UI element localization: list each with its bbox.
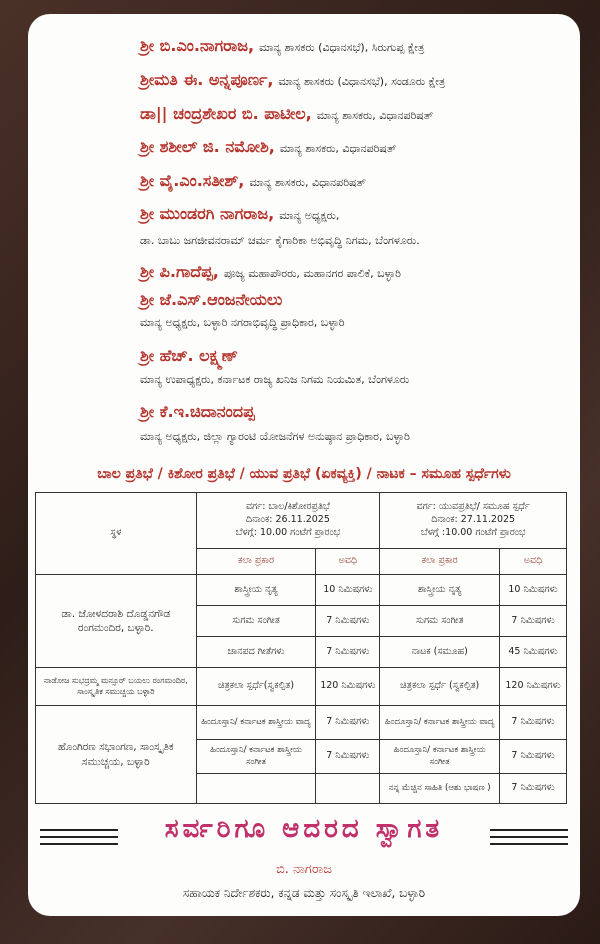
guest-name: ಶ್ರೀಮತಿ ಈ. ಅನ್ನಪೂರ್ಣ, xyxy=(140,70,274,89)
art-form-cell: ಹಿಂದೂಸ್ತಾನಿ/ ಕರ್ನಾಟಕ ಶಾಸ್ತ್ರೀಯ ವಾದ್ಯ xyxy=(196,706,316,740)
guest-line xyxy=(140,171,366,191)
guest-line xyxy=(140,402,255,422)
duration-cell: 7 ನಿಮಿಷಗಳು xyxy=(316,706,380,740)
competitions-title: ಬಾಲ ಪ್ರತಿಭೆ / ಕಿಶೋರ ಪ್ರತಿಭೆ / ಯುವ ಪ್ರತಿಭೆ (ಏಕವ್ಯಕ್ತಿ) / ನಾಟಕ – ಸಮೂಹ ಸ್ಪರ್ಧೆಗಳು xyxy=(97,466,511,482)
guest-name: ಶ್ರೀ ಹೆಚ್. ಲಕ್ಷ್ಮಣ್ xyxy=(140,346,238,365)
duration-cell: 120 ನಿಮಿಷಗಳು xyxy=(500,668,567,706)
day1-category: ವರ್ಗ: ಬಾಲ/ಕಿಶೋರಪ್ರತಿಭೆ xyxy=(246,501,330,513)
signatory-designation: ಸಹಾಯಕ ನಿರ್ದೇಶಕರು, ಕನ್ನಡ ಮತ್ತು ಸಂಸ್ಕೃತಿ ಇಲಾಖೆ, ಬಳ್ಳಾರಿ xyxy=(182,886,426,900)
guest-designation: ಮಾನ್ಯ ಶಾಸಕರು, ವಿಧಾನಪರಿಷತ್ xyxy=(249,176,366,189)
guest-name: ಶ್ರೀ ಪಿ.ಗಾದೆಪ್ಪ, xyxy=(140,262,219,281)
duration-cell: 7 ನಿಮಿಷಗಳು xyxy=(316,637,380,668)
art-form-cell: ಚಿತ್ರಕಲಾ ಸ್ಪರ್ಧೆ(ಸ್ವಕಲ್ಪಿತ) xyxy=(196,668,316,706)
art-form-cell: ನಾಟಕ (ಸಮೂಹ) xyxy=(380,637,500,668)
guest-line xyxy=(140,346,238,366)
venue-cell: ನಾಡೋಜ ಸುಭದ್ರಮ್ಮ ಮನ್ಸೂರ್ ಬಯಲು ರಂಗಮಂದಿರ, ಸಾಂಸ್ಕೃತಿಕ ಸಮುಚ್ಚಯ ಬಳ್ಳಾರಿ xyxy=(36,668,197,706)
duration-header: ಅವಧಿ xyxy=(500,549,567,575)
art-form-header: ಕಲಾ ಪ್ರಕಾರ xyxy=(380,549,500,575)
art-form-cell: ಹಿಂದೂಸ್ತಾನಿ/ ಕರ್ನಾಟಕ ಶಾಸ್ತ್ರೀಯ ವಾದ್ಯ xyxy=(380,706,500,740)
guest-line xyxy=(140,104,433,124)
venue-cell: ಹೊಂಗಿರಣ ಸಭಾಂಗಣ, ಸಾಂಸ್ಕೃತಿಕ ಸಮುಚ್ಚಯ, ಬಳ್ಳಾರಿ xyxy=(36,706,197,804)
guest-line xyxy=(140,137,396,157)
day1-date: ದಿನಾಂಕ: 26.11.2025 xyxy=(246,514,330,526)
venue-header: ಸ್ಥಳ xyxy=(36,493,197,575)
welcome-message: ಸರ್ವರಿಗೂ ಆದರದ ಸ್ವಾಗತ xyxy=(164,814,444,844)
duration-cell xyxy=(316,774,380,804)
duration-header: ಅವಧಿ xyxy=(316,549,380,575)
guest-designation: ಮಾನ್ಯ ಶಾಸಕರು, ವಿಧಾನಪರಿಷತ್ xyxy=(316,109,434,122)
guest-line xyxy=(140,36,424,56)
guest-line xyxy=(140,204,339,224)
guest-name: ಶ್ರೀ ಮುಂಡರಗಿ ನಾಗರಾಜ, xyxy=(140,204,275,223)
guest-line xyxy=(140,290,282,310)
day2-category: ವರ್ಗ: ಯುವಪ್ರತಿಭೆ/ ಸಮೂಹ ಸ್ಪರ್ಧೆ xyxy=(416,501,530,513)
table-row xyxy=(36,668,567,706)
day2-header xyxy=(380,493,567,549)
guest-name: ಶ್ರೀ ಶಶೀಲ್ ಜಿ. ನಮೋಶಿ, xyxy=(140,137,275,156)
duration-cell: 7 ನಿಮಿಷಗಳು xyxy=(500,740,567,774)
day2-time: ಬೆಳಗ್ಗೆ :10.00 ಗಂಟೆಗೆ ಪ್ರಾರಂಭ xyxy=(420,526,526,538)
duration-cell: 7 ನಿಮಿಷಗಳು xyxy=(500,706,567,740)
duration-cell: 7 ನಿಮಿಷಗಳು xyxy=(500,774,567,804)
table-row xyxy=(36,575,567,606)
guest-designation: ಪೂಜ್ಯ ಮಹಾಪೌರರು, ಮಹಾನಗರ ಪಾಲಿಕೆ, ಬಳ್ಳಾರಿ xyxy=(223,267,401,280)
art-form-cell: ಸುಗಮ ಸಂಗೀತ xyxy=(380,606,500,637)
art-form-cell: ಶಾಸ್ತ್ರೀಯ ನೃತ್ಯ xyxy=(380,575,500,606)
duration-cell: 7 ನಿಮಿಷಗಳು xyxy=(316,606,380,637)
guest-name: ಶ್ರೀ ಕೆ.ಇ.ಚಿದಾನಂದಪ್ಪ xyxy=(140,402,255,421)
guest-subline: ಮಾನ್ಯ ಅಧ್ಯಕ್ಷರು, ಬಳ್ಳಾರಿ ನಗರಾಭಿವೃದ್ಧಿ ಪ್ರಾಧಿಕಾರ, ಬಳ್ಳಾರಿ xyxy=(140,316,345,329)
day2-date: ದಿನಾಂಕ: 27.11.2025 xyxy=(431,514,516,526)
duration-cell: 45 ನಿಮಿಷಗಳು xyxy=(500,637,567,668)
duration-cell: 7 ನಿಮಿಷಗಳು xyxy=(316,740,380,774)
day1-time: ಬೆಳಗ್ಗೆ: 10.00 ಗಂಟೆಗೆ ಪ್ರಾರಂಭ xyxy=(235,526,341,538)
guest-name: ಶ್ರೀ ಜೆ.ಎಸ್.ಆಂಜನೇಯಲು xyxy=(140,290,283,309)
duration-cell: 120 ನಿಮಿಷಗಳು xyxy=(316,668,380,706)
duration-cell: 7 ನಿಮಿಷಗಳು xyxy=(500,606,567,637)
guest-subline: ಮಾನ್ಯ ಉಪಾಧ್ಯಕ್ಷರು, ಕರ್ನಾಟಕ ರಾಜ್ಯ ಖನಿಜ ನಿಗಮ ನಿಯಮಿತ, ಬೆಂಗಳೂರು xyxy=(140,373,410,386)
art-form-cell: ಹಿಂದೂಸ್ತಾನಿ/ ಕರ್ನಾಟಕ ಶಾಸ್ತ್ರೀಯ ಸಂಗೀತ xyxy=(380,740,500,774)
art-form-cell: ಜಾನಪದ ಗೀತೆಗಳು xyxy=(196,637,316,668)
art-form-cell: ನನ್ನ ಮೆಚ್ಚಿನ ಸಾಹಿತಿ (ಆಶು ಭಾಷಣ ) xyxy=(380,774,500,804)
guest-name: ಶ್ರೀ ವೈ.ಎಂ.ಸತೀಶ್, xyxy=(140,171,245,190)
guest-line xyxy=(140,70,445,90)
guest-designation: ಮಾನ್ಯ ಶಾಸಕರು (ವಿಧಾನಸಭೆ), ಸಂಡೂರು ಕ್ಷೇತ್ರ xyxy=(278,75,446,88)
guest-subline: ಡಾ. ಬಾಬು ಜಗಜೀವನರಾಮ್ ಚರ್ಮ ಕೈಗಾರಿಕಾ ಅಭಿವೃದ್ಧಿ ನಿಗಮ, ಬೆಂಗಳೂರು. xyxy=(140,234,420,247)
guest-designation: ಮಾನ್ಯ ಅಧ್ಯಕ್ಷರು, xyxy=(279,209,340,222)
schedule-table xyxy=(35,492,567,804)
duration-cell: 10 ನಿಮಿಷಗಳು xyxy=(500,575,567,606)
art-form-cell: ಶಾಸ್ತ್ರೀಯ ನೃತ್ಯ xyxy=(196,575,316,606)
art-form-cell: ಸುಗಮ ಸಂಗೀತ xyxy=(196,606,316,637)
right-arrows-ornament xyxy=(490,824,568,850)
guest-subline: ಮಾನ್ಯ ಅಧ್ಯಕ್ಷರು, ಜಿಲ್ಲಾ ಗ್ಯಾರಂಟಿ ಯೋಜನೆಗಳ ಅನುಷ್ಠಾನ ಪ್ರಾಧಿಕಾರ, ಬಳ್ಳಾರಿ xyxy=(140,430,410,443)
venue-cell: ಡಾ. ಜೋಳದರಾಶಿ ದೊಡ್ಡನಗೌಡ ರಂಗಮಂದಿರ, ಬಳ್ಳಾರಿ. xyxy=(36,575,197,668)
art-form-cell xyxy=(196,774,316,804)
art-form-cell: ಚಿತ್ರಕಲಾ ಸ್ಪರ್ಧೆ (ಸ್ವಕಲ್ಪಿತ) xyxy=(380,668,500,706)
duration-cell: 10 ನಿಮಿಷಗಳು xyxy=(316,575,380,606)
guest-name: ಶ್ರೀ ಬಿ.ಎಂ.ನಾಗರಾಜ, xyxy=(140,36,255,55)
day1-header xyxy=(196,493,380,549)
art-form-cell: ಹಿಂದೂಸ್ತಾನಿ/ ಕರ್ನಾಟಕ ಶಾಸ್ತ್ರೀಯ ಸಂಗೀತ xyxy=(196,740,316,774)
table-row xyxy=(36,706,567,740)
guest-designation: ಮಾನ್ಯ ಶಾಸಕರು, ವಿಧಾನಪರಿಷತ್ xyxy=(279,142,397,155)
invitation-card xyxy=(28,14,580,916)
art-form-header: ಕಲಾ ಪ್ರಕಾರ xyxy=(196,549,316,575)
guest-line xyxy=(140,262,401,282)
guest-name: ಡಾ|| ಚಂದ್ರಶೇಖರ ಬಿ. ಪಾಟೀಲ, xyxy=(140,104,312,123)
guest-designation: ಮಾನ್ಯ ಶಾಸಕರು (ವಿಧಾನಸಭೆ), ಸಿರುಗುಪ್ಪ ಕ್ಷೇತ್ರ xyxy=(259,41,425,54)
signatory-name: ಬಿ. ನಾಗರಾಜ xyxy=(275,862,333,877)
